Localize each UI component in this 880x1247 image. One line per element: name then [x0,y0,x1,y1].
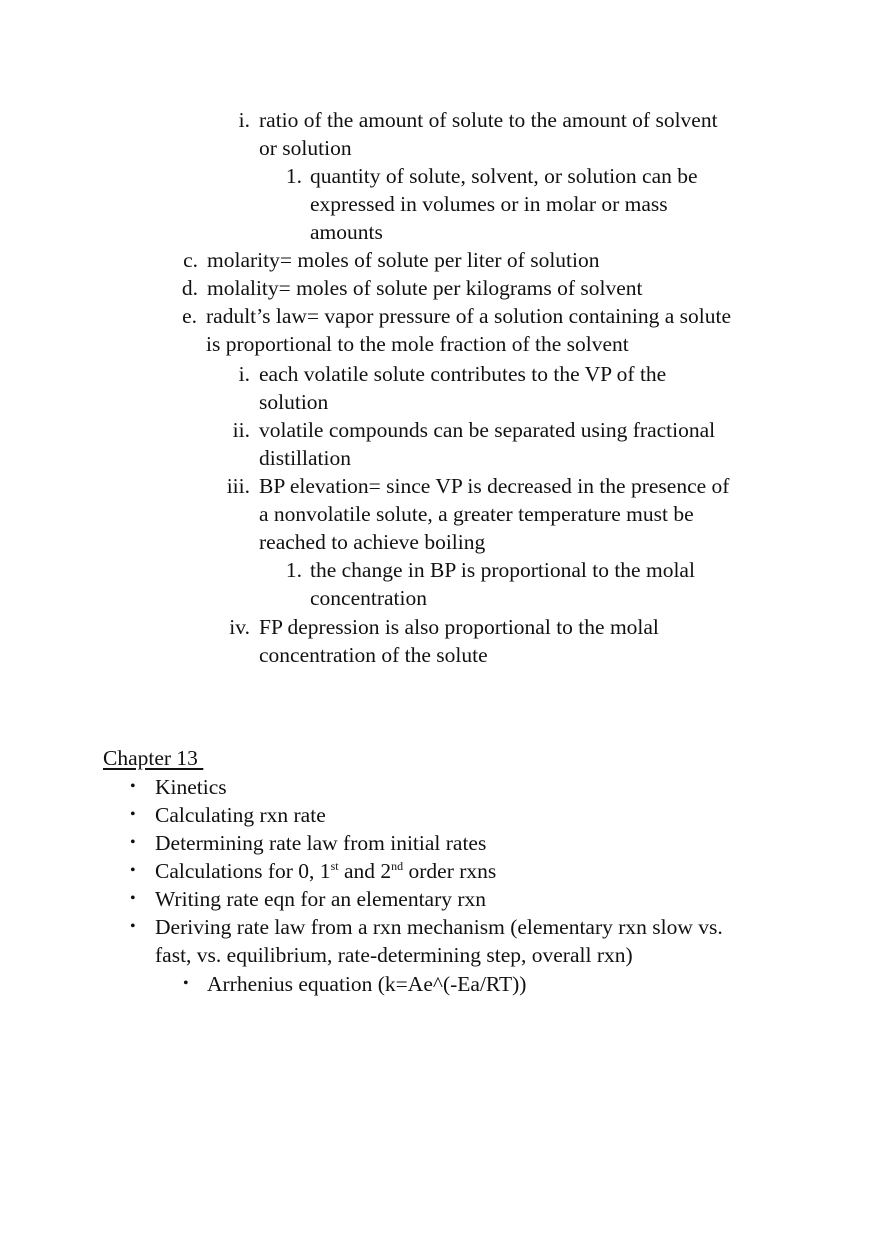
bullet-text: Kinetics [155,775,227,799]
outline-marker: c. [183,248,198,272]
bullet-text: Determining rate law from initial rates [155,831,487,855]
bullet-text: Calculations for 0, 1st and 2nd order rxns [155,859,497,883]
outline-text: molality= moles of solute per kilograms of solvent [207,276,643,300]
outline-marker: i. [238,362,250,386]
outline-text: each volatile solute contributes to the VP of the solution [259,362,667,414]
bullet-icon: • [130,890,136,907]
outline-text: FP depression is also proportional to the molal concentration of the solute [259,615,659,667]
chapter-heading: Chapter 13 [103,746,204,770]
outline-text: volatile compounds can be separated using fractional distillation [259,418,716,470]
outline-text: quantity of solute, solvent, or solution can be expressed in volumes or in molar or mass amounts [310,164,698,244]
outline-marker: i. [238,108,250,132]
outline-text: ratio of the amount of solute to the amount of solvent or solution [259,108,718,160]
outline-marker: d. [181,276,198,300]
bullet-icon: • [130,806,136,823]
outline-marker: iii. [226,474,250,498]
bullet-text: Calculating rxn rate [155,803,326,827]
outline-marker: ii. [232,418,250,442]
bullet-icon: • [130,918,136,935]
outline-text: radult’s law= vapor pressure of a solution containing a solute is proportional to the mole fraction of the solvent [206,304,732,356]
outline-marker: 1. [285,558,302,582]
outline-text: molarity= moles of solute per liter of solution [207,248,600,272]
bullet-text: Arrhenius equation (k=Ae^(-Ea/RT)) [207,972,527,996]
bullet-icon: • [130,834,136,851]
bullet-icon: • [130,862,136,879]
bullet-text: Deriving rate law from a rxn mechanism (elementary rxn slow vs. fast, vs. equilibrium, rate-determining step, overall rxn) [155,915,723,967]
outline-marker: e. [182,304,197,328]
bullet-icon: • [183,975,189,992]
bullet-text: Writing rate eqn for an elementary rxn [155,887,487,911]
outline-marker: iv. [229,615,250,639]
bullet-icon: • [130,778,136,795]
outline-text: BP elevation= since VP is decreased in the presence of a nonvolatile solute, a greater temperature must be reached to achieve boiling [259,474,730,554]
outline-text: the change in BP is proportional to the molal concentration [310,558,695,610]
outline-marker: 1. [285,164,302,188]
